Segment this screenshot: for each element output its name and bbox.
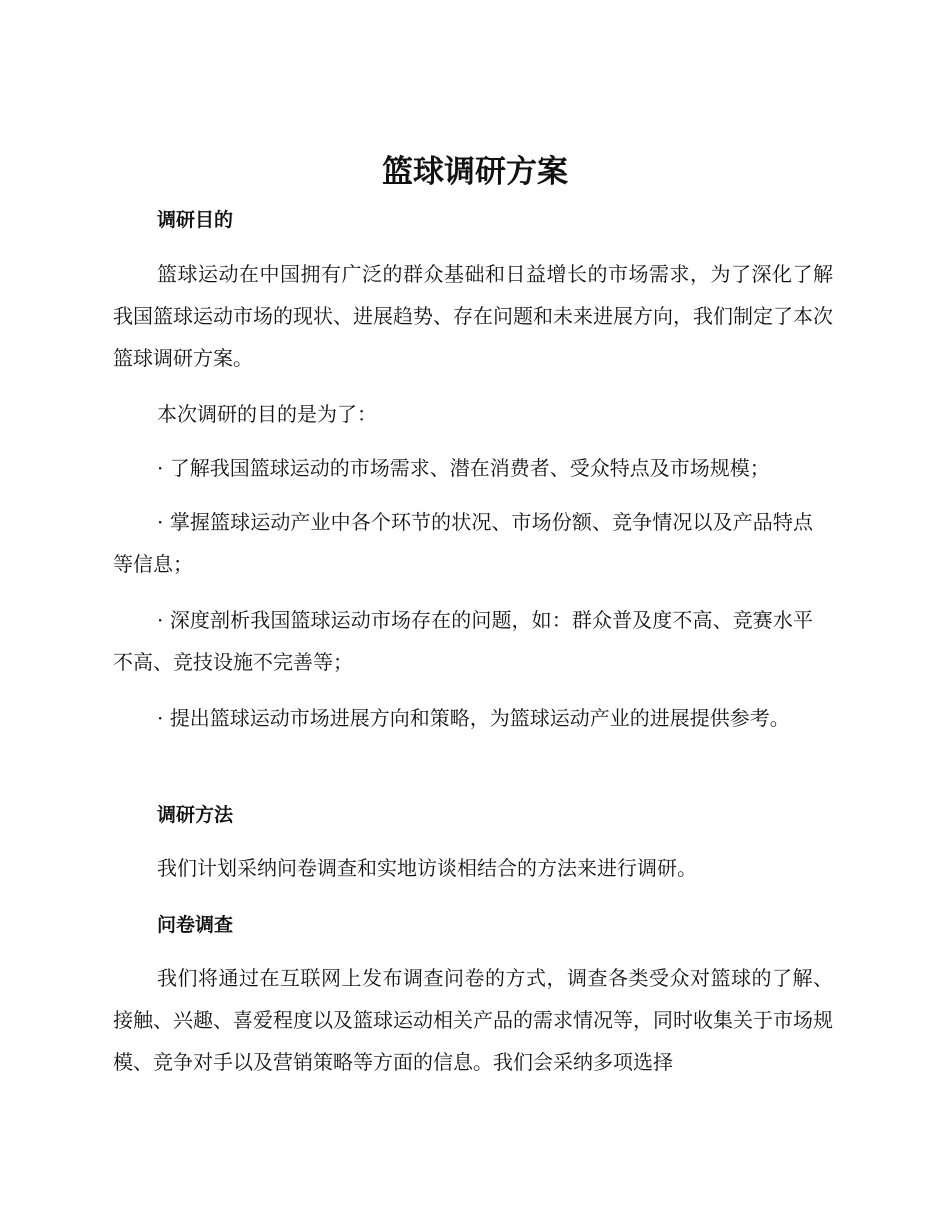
paragraph-purpose-intro: 篮球运动在中国拥有广泛的群众基础和日益增长的市场需求，为了深化了解我国篮球运动市场的现状、进展趋势、存在问题和未来进展方向，我们制定了本次篮球调研方案。 (113, 262, 833, 370)
document-title: 篮球调研方案 (382, 154, 568, 190)
list-item-market-demand: · 了解我国篮球运动的市场需求、潜在消费者、受众特点及市场规模； (157, 456, 770, 480)
paragraph-method: 我们计划采纳问卷调查和实地访谈相结合的方法来进行调研。 (157, 856, 697, 880)
section-heading-survey: 问卷调查 (157, 914, 234, 936)
paragraph-purpose-lead: 本次调研的目的是为了： (157, 402, 377, 426)
section-heading-purpose: 调研目的 (157, 209, 234, 231)
list-item-strategy: · 提出篮球运动市场进展方向和策略，为篮球运动产业的进展提供参考。 (157, 706, 790, 730)
paragraph-survey: 我们将通过在互联网上发布调查问卷的方式，调查各类受众对篮球的了解、接触、兴趣、喜爱程度以及篮球运动相关产品的需求情况等，同时收集关于市场规模、竞争对手以及营销策略等方面的信息。我们会采纳多项选择 (113, 966, 833, 1074)
list-item-market-problems: · 深度剖析我国篮球运动市场存在的问题，如：群众普及度不高、竞赛水平不高、竞技设施不完善等； (113, 608, 813, 674)
list-item-industry-status: · 掌握篮球运动产业中各个环节的状况、市场份额、竞争情况以及产品特点等信息； (113, 510, 813, 576)
section-heading-method: 调研方法 (157, 804, 234, 826)
